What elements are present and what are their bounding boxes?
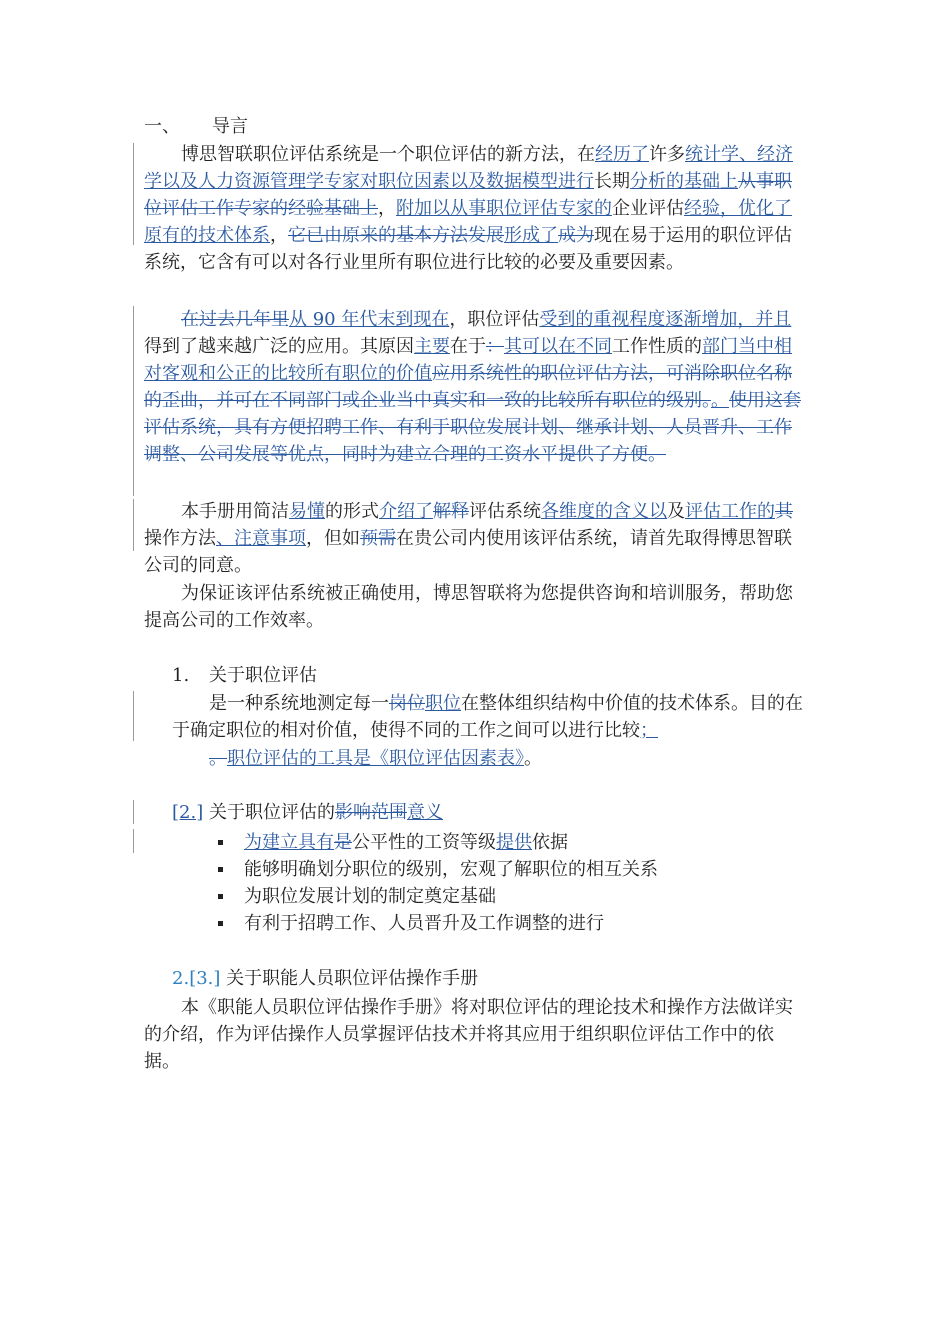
list-item xyxy=(212,829,658,856)
list-item xyxy=(212,883,658,910)
text-run: 操作方法 xyxy=(144,528,216,549)
deleted-text: 预需 xyxy=(360,528,396,549)
bullet-square-icon xyxy=(218,840,223,845)
subheading-manual xyxy=(172,966,478,992)
inserted-text: 经历了 xyxy=(595,144,649,165)
subheading-significance xyxy=(172,800,443,826)
revision-bar xyxy=(133,800,134,824)
paragraph-reasons xyxy=(144,306,808,468)
inserted-text: 经验，优化了原有的技术体系 xyxy=(144,198,792,246)
inserted-text: 部门当中相对客观和公正的比较所有职位的价值 xyxy=(144,336,792,384)
text-run: ，职位评估 xyxy=(449,309,540,330)
list-item-text: 有利于招聘工作、人员晋升及工作调整的进行 xyxy=(244,913,604,934)
text-run: 本手册用简洁 xyxy=(181,501,289,522)
inserted-text: 提供 xyxy=(496,832,532,853)
subheading-number: 2. xyxy=(172,968,190,989)
bullet-square-icon xyxy=(218,921,223,926)
paragraph-support: 为保证该评估系统被正确使用，博思智联将为您提供咨询和培训服务，帮助您提高公司的工作效率。 xyxy=(144,583,793,631)
inserted-text: 易懂 xyxy=(289,501,325,522)
deleted-text: 使用这套评估系统，具有方便招聘工作、有利于职位发展计划、继承计划、人员晋升、工作调整、公司发展等优点，同时为建立合理的工资水平提供了方便。 xyxy=(144,390,801,465)
revision-bar xyxy=(133,306,134,496)
list-item xyxy=(212,856,658,883)
inserted-text: 其可以在不同 xyxy=(504,336,612,357)
list-item-text: 为职位发展计划的制定奠定基础 xyxy=(244,886,496,907)
inserted-text: 从 90 年代末到现在 xyxy=(289,309,450,330)
text-run: 依据 xyxy=(532,832,568,853)
text-run: ，但如 xyxy=(306,528,360,549)
inserted-text: 主要 xyxy=(414,336,450,357)
section-heading xyxy=(144,115,248,139)
deleted-text: 成为 xyxy=(558,225,594,246)
section-title: 导言 xyxy=(212,116,248,137)
paragraph-manual xyxy=(144,498,808,579)
text-run: 评估系统 xyxy=(469,501,541,522)
revision-bar xyxy=(133,829,134,853)
text-run: 博思智联职位评估系统是一个职位评估的新方法，在 xyxy=(181,144,595,165)
deleted-text: ： xyxy=(486,336,504,357)
deleted-text: 。 xyxy=(209,748,227,769)
deleted-text: 影响范围 xyxy=(334,802,407,823)
inserted-text: ； xyxy=(640,720,658,741)
inserted-text: 附加以从事职位评估专家的 xyxy=(396,198,612,219)
deleted-text: 是 xyxy=(334,832,352,853)
paragraph-manual-description: 本《职能人员职位评估操作手册》将对职位评估的理论技术和操作方法做详实的介绍，作为评估操作人员掌握评估技术并将其应用于组织职位评估工作中的依据。 xyxy=(144,997,793,1072)
deleted-text: 其 xyxy=(775,501,793,522)
text-run: 公平性的工资等级 xyxy=(352,832,496,853)
section-number: 一、 xyxy=(144,116,180,137)
text-run: ， xyxy=(378,198,396,219)
text-run: 现在易于运用的职位评估系统，它含有可以对各行业里所有职位进行比较的必要及重要因素。 xyxy=(144,225,792,273)
deleted-text: 在过去几年里 xyxy=(181,309,289,330)
text-run: 长期 xyxy=(594,171,630,192)
revision-bar xyxy=(133,691,134,741)
inserted-text: 受到的重视程度逐渐增加，并且 xyxy=(539,309,792,330)
inserted-text: 各维度的含义以 xyxy=(541,501,667,522)
subheading-title: 关于职位评估 xyxy=(209,665,317,686)
inserted-text: 意义 xyxy=(406,802,443,823)
subheading-job-evaluation xyxy=(172,663,317,689)
text-run: 工作性质的 xyxy=(612,336,702,357)
text-run: 在贵公司内使用该评估系统，请首先取得博思智联公司的同意。 xyxy=(144,528,792,576)
inserted-text: 职位 xyxy=(425,693,461,714)
paragraph-intro xyxy=(144,141,808,276)
significance-list xyxy=(212,829,658,937)
deleted-text: 岗位 xyxy=(389,693,425,714)
deleted-text: 应用系统性的职位评估方法，可消除职位名称的歪曲，并可在不同部门或企业当中真实和一致的比较所有职位的级别 xyxy=(144,363,792,411)
subheading-number-revised: [3.] xyxy=(189,968,221,989)
inserted-text: 职位评估的工具是《职位评估因素表》 xyxy=(227,748,524,769)
deleted-text: 它已由原来的基本方法发展 xyxy=(288,225,504,246)
text-run: 的形式 xyxy=(325,501,379,522)
inserted-text: 、注意事项 xyxy=(216,528,306,549)
text-run: 企业评估 xyxy=(612,198,684,219)
inserted-text: 为建立具有 xyxy=(244,832,334,853)
text-run: 是一种系统地测定每一 xyxy=(209,693,389,714)
subheading-title: 关于职位评估的 xyxy=(208,802,335,823)
deleted-text: 解释 xyxy=(433,501,469,522)
text-run: 在整体组织结构中价值的技术体系。目的在于确定职位的相对价值，使得不同的工作之间可以进行比较 xyxy=(172,693,803,741)
subheading-title: 关于职能人员职位评估操作手册 xyxy=(226,968,479,989)
text-run: 及 xyxy=(667,501,685,522)
revision-bar xyxy=(133,499,134,551)
text-run: 在于 xyxy=(450,336,486,357)
inserted-text: 分析的基础上 xyxy=(630,171,738,192)
inserted-text: 统计学、经济学以及人力资源管理学专家对职位因素以及数据模型进行 xyxy=(144,144,793,192)
subheading-number: [2.] xyxy=(172,802,204,823)
paragraph-tool xyxy=(209,745,808,772)
deleted-text: 。 xyxy=(702,390,711,411)
text-run: ， xyxy=(270,225,288,246)
inserted-text: 形成了 xyxy=(504,225,558,246)
list-item xyxy=(212,910,658,937)
text-run: 许多 xyxy=(649,144,685,165)
revision-bar xyxy=(133,143,134,245)
text-run: 。 xyxy=(524,748,542,769)
inserted-text: 介绍了 xyxy=(379,501,433,522)
subheading-number: 1. xyxy=(172,665,190,686)
deleted-text: 从事职位评估工作专家的经验基础上 xyxy=(144,171,792,219)
inserted-text: 评估工作的 xyxy=(685,501,775,522)
paragraph-definition xyxy=(172,690,808,744)
text-run: 得到了越来越广泛的应用。其原因 xyxy=(144,336,414,357)
list-item-text: 能够明确划分职位的级别，宏观了解职位的相互关系 xyxy=(244,859,658,880)
bullet-square-icon xyxy=(218,867,223,872)
bullet-square-icon xyxy=(218,894,223,899)
inserted-text: 。 xyxy=(711,390,729,411)
